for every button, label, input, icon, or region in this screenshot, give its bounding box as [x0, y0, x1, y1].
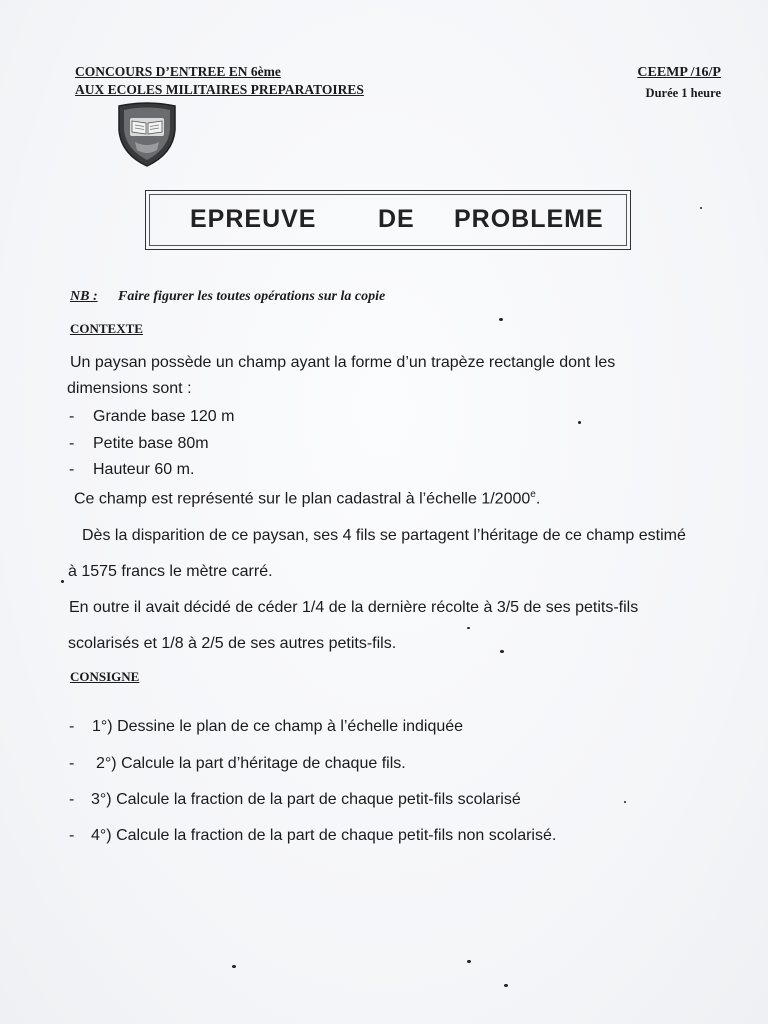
consigne-item: 3°) Calcule la fraction de la part de chaque petit-fils scolarisé	[91, 791, 521, 808]
inheritance-line-1: Dès la disparition de ce paysan, ses 4 fils se partagent l’héritage de ce champ estimé	[82, 527, 686, 544]
exam-duration: Durée 1 heure	[645, 86, 721, 100]
consigne-item: 4°) Calcule la fraction de la part de chaque petit-fils non scolarisé.	[91, 827, 557, 844]
nb-note	[70, 289, 386, 305]
nb-label: NB :	[70, 289, 98, 304]
dimension-item: Grande base 120 m	[93, 408, 235, 425]
list-dash: -	[69, 461, 75, 478]
scan-speck	[578, 421, 581, 424]
dimension-item: Petite base 80m	[93, 435, 209, 452]
nb-text: Faire figurer les toutes opérations sur la copie	[118, 289, 386, 304]
scan-speck	[700, 207, 702, 209]
consigne-item: 2°) Calcule la part d’héritage de chaque fils.	[96, 755, 406, 772]
scan-speck	[232, 965, 236, 968]
scan-speck	[467, 960, 471, 963]
scan-speck	[467, 627, 470, 629]
consigne-item: 1°) Dessine le plan de ce champ à l’échelle indiquée	[92, 718, 464, 735]
intro-line-2: dimensions sont :	[67, 380, 192, 397]
inheritance-line-2: à 1575 francs le mètre carré.	[68, 563, 273, 580]
harvest-line-2: scolarisés et 1/8 à 2/5 de ses autres petits-fils.	[68, 635, 397, 652]
scale-line: Ce champ est représenté sur le plan cadastral à l’échelle 1/2000e.	[74, 489, 541, 508]
title-word-de: DE	[378, 205, 415, 233]
scan-speck	[499, 318, 503, 321]
list-dash: -	[69, 755, 75, 772]
scan-speck	[504, 984, 508, 987]
title-word-epreuve: EPREUVE	[190, 205, 317, 233]
list-dash: -	[69, 435, 75, 452]
dimension-item: Hauteur 60 m.	[93, 461, 195, 478]
title-frame	[145, 190, 631, 250]
header-right	[637, 63, 721, 103]
scan-speck	[624, 801, 626, 803]
intro-line-1: Un paysan possède un champ ayant la forme d’un trapèze rectangle dont les	[70, 354, 616, 371]
list-dash: -	[69, 827, 75, 844]
scan-speck	[500, 650, 504, 653]
list-dash: -	[69, 718, 75, 735]
exam-code: CEEMP /16/P	[637, 65, 721, 80]
shield-emblem-icon	[115, 100, 179, 168]
harvest-line-1: En outre il avait décidé de céder 1/4 de la dernière récolte à 3/5 de ses petits-fils	[69, 599, 639, 616]
list-dash: -	[69, 408, 75, 425]
competition-title: CONCOURS D’ENTREE EN 6ème	[75, 64, 281, 79]
consigne-heading: CONSIGNE	[70, 669, 140, 684]
title-word-probleme: PROBLEME	[454, 205, 604, 233]
list-dash: -	[69, 791, 75, 808]
header-left	[75, 63, 364, 99]
contexte-heading: CONTEXTE	[70, 321, 143, 336]
school-name: AUX ECOLES MILITAIRES PREPARATOIRES	[75, 82, 364, 97]
scan-speck	[61, 580, 64, 583]
